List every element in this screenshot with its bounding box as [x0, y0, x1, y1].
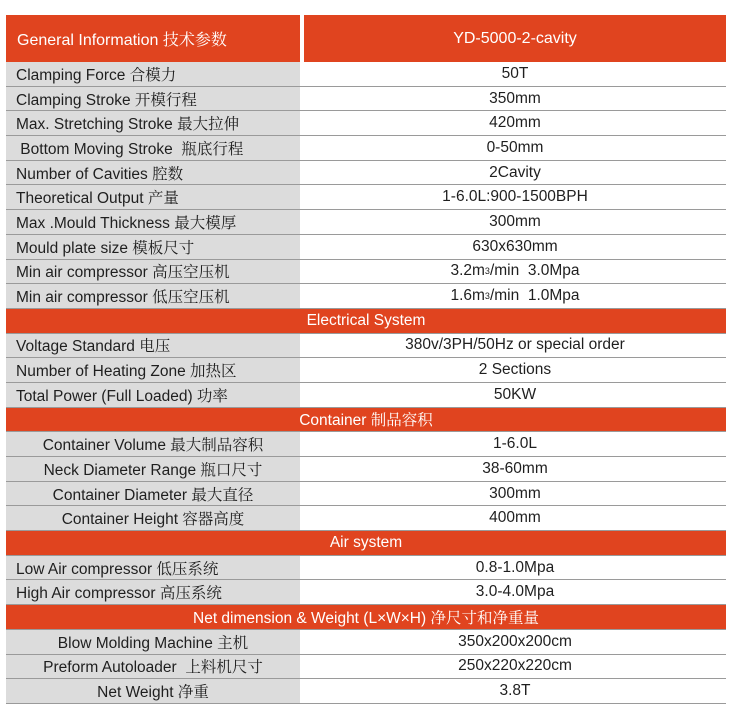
- spec-label: Voltage Standard 电压: [6, 334, 300, 358]
- spec-value: 1-6.0L:900-1500BPH: [304, 185, 726, 209]
- spec-row-container-diameter: [6, 482, 726, 507]
- spec-row-voltage: [6, 334, 726, 359]
- spec-label: Blow Molding Machine 主机: [6, 630, 300, 654]
- spec-row-total-power: [6, 383, 726, 408]
- section-header-dimension: Net dimension & Weight (L×W×H) 净尺寸和净重量: [6, 605, 726, 630]
- spec-value: 380v/3PH/50Hz or special order: [304, 334, 726, 358]
- spec-value: 3.0-4.0Mpa: [304, 580, 726, 604]
- spec-row-cavities: [6, 161, 726, 186]
- spec-label: Preform Autoloader 上料机尺寸: [6, 655, 300, 679]
- spec-label: Bottom Moving Stroke 瓶底行程: [6, 136, 300, 160]
- spec-row-bottom-stroke: [6, 136, 726, 161]
- spec-value: 2Cavity: [304, 161, 726, 185]
- spec-row-low-compressor: [6, 284, 726, 309]
- spec-label: Min air compressor 低压空压机: [6, 284, 300, 308]
- spec-row-low-air: [6, 556, 726, 581]
- spec-value: 50KW: [304, 383, 726, 407]
- spec-label: Container Diameter 最大直径: [6, 482, 300, 506]
- spec-row-machine-size: [6, 630, 726, 655]
- section-header-electrical: Electrical System: [6, 309, 726, 334]
- spec-value: 1-6.0L: [304, 432, 726, 456]
- section-header-air: Air system: [6, 531, 726, 556]
- spec-row-output: [6, 185, 726, 210]
- spec-value: 3.2m 3 /min 3.0Mpa: [304, 260, 726, 284]
- spec-row-mould-thickness: [6, 210, 726, 235]
- header-label: General Information 技术参数: [6, 15, 300, 62]
- spec-row-mould-plate: [6, 235, 726, 260]
- spec-row-net-weight: [6, 679, 726, 704]
- spec-label: Number of Cavities 腔数: [6, 161, 300, 185]
- spec-label: Clamping Stroke 开模行程: [6, 87, 300, 111]
- value-part: 1.6m: [450, 287, 485, 305]
- spec-value: 250x220x220cm: [304, 655, 726, 679]
- header-model: YD-5000-2-cavity: [304, 15, 726, 62]
- spec-label: Neck Diameter Range 瓶口尺寸: [6, 457, 300, 481]
- spec-value: 1.6m 3 /min 1.0Mpa: [304, 284, 726, 308]
- spec-row-stretching-stroke: [6, 111, 726, 136]
- spec-table: [6, 15, 726, 704]
- spec-value: 0.8-1.0Mpa: [304, 556, 726, 580]
- spec-label: Container Height 容器高度: [6, 506, 300, 530]
- spec-label: Total Power (Full Loaded) 功率: [6, 383, 300, 407]
- spec-row-container-volume: [6, 432, 726, 457]
- spec-row-container-height: [6, 506, 726, 531]
- spec-label: Max. Stretching Stroke 最大拉伸: [6, 111, 300, 135]
- spec-value: 420mm: [304, 111, 726, 135]
- spec-label: Net Weight 净重: [6, 679, 300, 703]
- spec-row-clamping-stroke: [6, 87, 726, 112]
- spec-value: 50T: [304, 62, 726, 86]
- spec-label: Container Volume 最大制品容积: [6, 432, 300, 456]
- spec-value: 3.8T: [304, 679, 726, 703]
- spec-row-high-air: [6, 580, 726, 605]
- spec-label: Number of Heating Zone 加热区: [6, 358, 300, 382]
- spec-value: 400mm: [304, 506, 726, 530]
- spec-row-heating-zone: [6, 358, 726, 383]
- spec-label: Clamping Force 合模力: [6, 62, 300, 86]
- value-part: /min 3.0Mpa: [489, 262, 580, 280]
- spec-label: High Air compressor 高压系统: [6, 580, 300, 604]
- value-part: /min 1.0Mpa: [489, 287, 580, 305]
- spec-value: 350mm: [304, 87, 726, 111]
- spec-label: Theoretical Output 产量: [6, 185, 300, 209]
- spec-row-neck-diameter: [6, 457, 726, 482]
- spec-label: Max .Mould Thickness 最大模厚: [6, 210, 300, 234]
- spec-label: Low Air compressor 低压系统: [6, 556, 300, 580]
- section-header-container: Container 制品容积: [6, 408, 726, 433]
- spec-value: 0-50mm: [304, 136, 726, 160]
- spec-value: 300mm: [304, 482, 726, 506]
- spec-value: 350x200x200cm: [304, 630, 726, 654]
- spec-label: Mould plate size 模板尺寸: [6, 235, 300, 259]
- table-header: [6, 15, 726, 62]
- spec-row-clamping-force: [6, 62, 726, 87]
- spec-value: 2 Sections: [304, 358, 726, 382]
- value-part: 3.2m: [450, 262, 485, 280]
- spec-row-high-compressor: [6, 260, 726, 285]
- spec-label: Min air compressor 高压空压机: [6, 260, 300, 284]
- spec-row-autoloader-size: [6, 655, 726, 680]
- spec-value: 300mm: [304, 210, 726, 234]
- spec-value: 38-60mm: [304, 457, 726, 481]
- spec-value: 630x630mm: [304, 235, 726, 259]
